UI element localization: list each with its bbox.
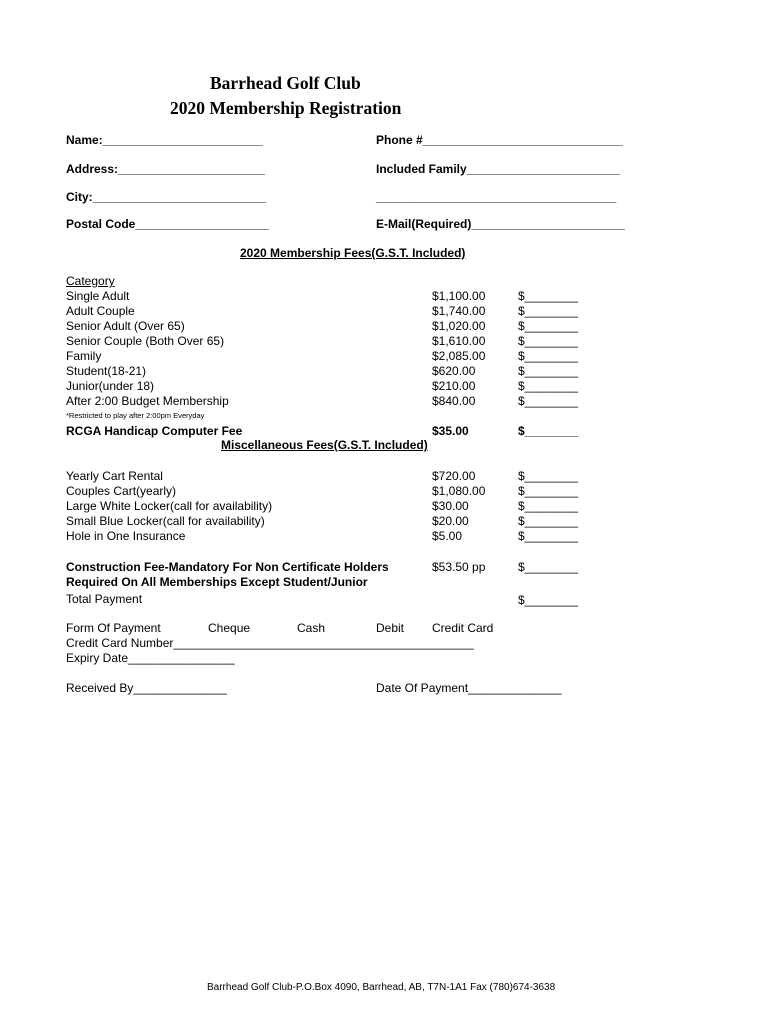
membership-amount: $1,020.00 [432, 319, 486, 333]
construction-fee-label: Construction Fee-Mandatory For Non Certificate Holders [66, 560, 389, 574]
misc-amount-input[interactable]: $________ [518, 469, 579, 483]
rcga-label: RCGA Handicap Computer Fee [66, 424, 243, 438]
misc-amount: $720.00 [432, 469, 476, 483]
membership-amount-input[interactable]: $________ [518, 304, 579, 318]
city-right-blank-field[interactable]: ____________________________________ [376, 190, 617, 204]
address-field[interactable]: Address:______________________ [66, 162, 265, 176]
total-payment-input[interactable]: $________ [518, 593, 579, 607]
membership-label: Student(18-21) [66, 364, 147, 378]
membership-row [0, 349, 770, 364]
misc-amount-input[interactable]: $________ [518, 499, 579, 513]
membership-label: Senior Adult (Over 65) [66, 319, 185, 333]
misc-amount: $1,080.00 [432, 484, 486, 498]
misc-label: Hole in One Insurance [66, 529, 186, 543]
membership-row [0, 289, 770, 304]
footer-address: Barrhead Golf Club-P.O.Box 4090, Barrhead, AB, T7N-1A1 Fax (780)674-3638 [207, 982, 556, 993]
misc-label: Yearly Cart Rental [66, 469, 163, 483]
misc-label: Large White Locker(call for availability) [66, 499, 273, 513]
rcga-amount: $35.00 [432, 424, 469, 438]
membership-amount: $210.00 [432, 379, 476, 393]
payment-option-cash[interactable]: Cash [297, 621, 326, 635]
category-label: Category [66, 274, 115, 288]
membership-amount-input[interactable]: $________ [518, 364, 579, 378]
construction-fee-amount: $53.50 pp [432, 560, 486, 574]
misc-amount-input[interactable]: $________ [518, 514, 579, 528]
misc-amount: $5.00 [432, 529, 463, 543]
misc-row [0, 499, 770, 514]
membership-label: Single Adult [66, 289, 130, 303]
membership-amount-input[interactable]: $________ [518, 289, 579, 303]
payment-option-debit[interactable]: Debit [376, 621, 405, 635]
received-by-field[interactable]: Received By______________ [66, 681, 227, 695]
postal-code-field[interactable]: Postal Code____________________ [66, 217, 269, 231]
membership-amount-input[interactable]: $________ [518, 319, 579, 333]
membership-row [0, 319, 770, 334]
payment-option-cheque[interactable]: Cheque [208, 621, 251, 635]
misc-amount-input[interactable]: $________ [518, 484, 579, 498]
membership-row [0, 379, 770, 394]
date-of-payment-field[interactable]: Date Of Payment______________ [376, 681, 562, 695]
rcga-amount-input[interactable]: $________ [518, 424, 579, 438]
club-name: Barrhead Golf Club [210, 73, 361, 93]
misc-amount: $30.00 [432, 499, 469, 513]
restriction-footnote: *Restricted to play after 2:00pm Everyday [66, 411, 205, 420]
misc-row [0, 469, 770, 484]
expiry-date-field[interactable]: Expiry Date________________ [66, 651, 235, 665]
membership-amount: $2,085.00 [432, 349, 486, 363]
misc-row [0, 529, 770, 544]
membership-amount: $1,610.00 [432, 334, 486, 348]
construction-fee-input[interactable]: $________ [518, 560, 579, 574]
membership-amount: $1,740.00 [432, 304, 486, 318]
construction-fee-note: Required On All Memberships Except Student/Junior [66, 575, 368, 589]
included-family-field[interactable]: Included Family_______________________ [376, 162, 621, 176]
membership-amount-input[interactable]: $________ [518, 349, 579, 363]
membership-row [0, 364, 770, 379]
membership-fees-heading: 2020 Membership Fees(G.S.T. Included) [240, 246, 466, 260]
rcga-row [0, 424, 770, 439]
membership-label: Family [66, 349, 102, 363]
payment-option-credit-card[interactable]: Credit Card [432, 621, 494, 635]
credit-card-number-field[interactable]: Credit Card Number_____________________________________________ [66, 636, 474, 650]
membership-label: Adult Couple [66, 304, 135, 318]
city-field[interactable]: City:__________________________ [66, 190, 267, 204]
name-field[interactable]: Name:________________________ [66, 133, 263, 147]
membership-amount-input[interactable]: $________ [518, 379, 579, 393]
membership-row [0, 334, 770, 349]
total-payment-label: Total Payment [66, 592, 143, 606]
misc-row [0, 514, 770, 529]
misc-amount: $20.00 [432, 514, 469, 528]
membership-amount: $840.00 [432, 394, 476, 408]
misc-label: Couples Cart(yearly) [66, 484, 177, 498]
membership-row [0, 394, 770, 409]
form-title: 2020 Membership Registration [170, 98, 402, 118]
membership-label: After 2:00 Budget Membership [66, 394, 229, 408]
form-of-payment-label: Form Of Payment [66, 621, 161, 635]
membership-amount: $620.00 [432, 364, 476, 378]
misc-amount-input[interactable]: $________ [518, 529, 579, 543]
membership-label: Junior(under 18) [66, 379, 155, 393]
membership-amount: $1,100.00 [432, 289, 486, 303]
membership-label: Senior Couple (Both Over 65) [66, 334, 225, 348]
misc-label: Small Blue Locker(call for availability) [66, 514, 265, 528]
membership-amount-input[interactable]: $________ [518, 394, 579, 408]
misc-row [0, 484, 770, 499]
phone-field[interactable]: Phone #______________________________ [376, 133, 623, 147]
membership-row [0, 304, 770, 319]
email-field[interactable]: E-Mail(Required)_______________________ [376, 217, 625, 231]
membership-amount-input[interactable]: $________ [518, 334, 579, 348]
misc-fees-heading: Miscellaneous Fees(G.S.T. Included) [221, 438, 428, 452]
